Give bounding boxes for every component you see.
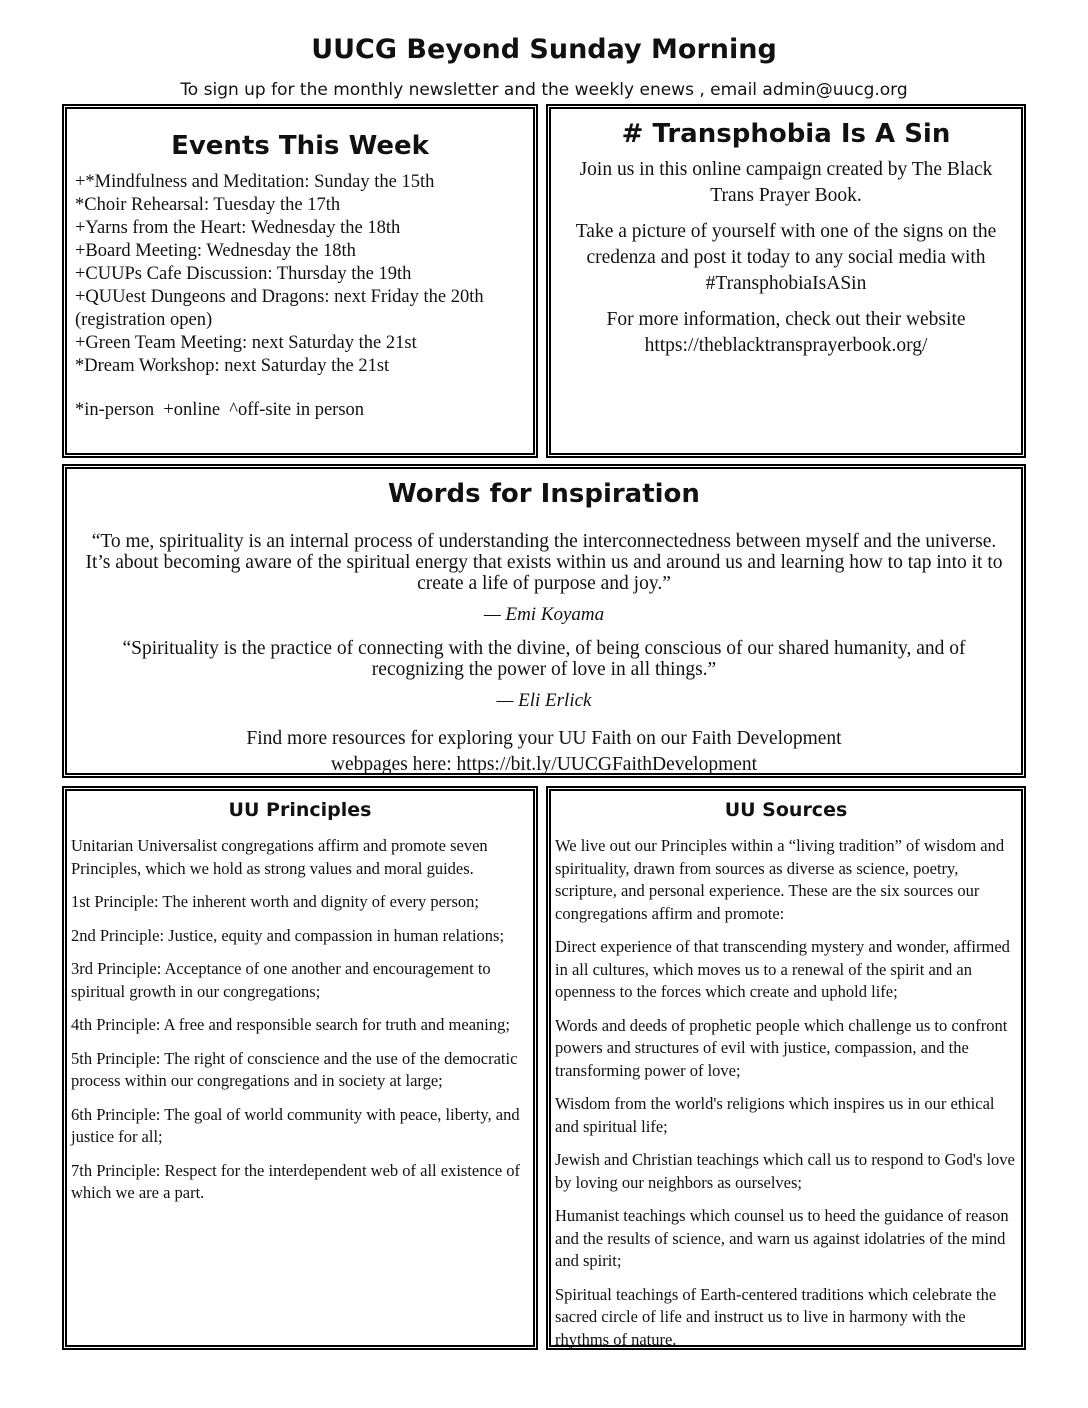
- principle-item: 4th Principle: A free and responsible search for truth and meaning;: [71, 1015, 510, 1034]
- events-box: [62, 104, 538, 458]
- principle-item: 2nd Principle: Justice, equity and compassion in human relations;: [71, 925, 505, 945]
- event-item: *Dream Workshop: next Saturday the 21st: [75, 356, 390, 376]
- source-item: Wisdom from the world's religions which inspires us in our ethical and spiritual life;: [555, 1094, 995, 1136]
- newsletter-signup-note: To sign up for the monthly newsletter and the weekly enews , email admin@uucg.org: [180, 80, 908, 100]
- quote-attribution: — Eli Erlick: [496, 690, 592, 711]
- event-item: +*Mindfulness and Meditation: Sunday the 15th: [75, 172, 435, 192]
- event-item: +Green Team Meeting: next Saturday the 21st: [75, 333, 417, 353]
- inspiration-heading: Words for Inspiration: [388, 479, 700, 509]
- transphobia-instructions: Take a picture of yourself with one of the signs on the credenza and post it today to any social media with #TransphobiaIsASin: [575, 221, 997, 294]
- principle-item: 6th Principle: The goal of world community with peace, liberty, and justice for all;: [71, 1104, 520, 1146]
- principle-item: 7th Principle: Respect for the interdependent web of all existence of which we are a part.: [71, 1160, 521, 1202]
- page-title: UUCG Beyond Sunday Morning: [311, 34, 777, 65]
- principle-item: 1st Principle: The inherent worth and dignity of every person;: [71, 892, 479, 911]
- quote-emi-koyama: “To me, spirituality is an internal process of understanding the interconnectedness between myself and the universe. It’s about becoming aware of the spiritual energy that exists within us and around us and learning how to tap into it to create a life of purpose and joy.”: [85, 531, 1003, 594]
- events-heading: Events This Week: [171, 131, 429, 161]
- principles-box: [62, 786, 538, 1350]
- principle-item: 3rd Principle: Acceptance of one another and encouragement to spiritual growth in our congregations;: [71, 959, 491, 1001]
- event-item: +Yarns from the Heart: Wednesday the 18th: [75, 218, 401, 238]
- source-item: Humanist teachings which counsel us to heed the guidance of reason and the results of science, and warn us against idolatries of the mind and spirit;: [555, 1206, 1009, 1270]
- source-item: Jewish and Christian teachings which call us to respond to God's love by loving our neighbors as ourselves;: [555, 1150, 1015, 1192]
- transphobia-heading: # Transphobia Is A Sin: [621, 119, 951, 149]
- quote-eli-erlick: “Spirituality is the practice of connecting with the divine, of being conscious of our shared humanity, and of recognizing the power of love in all things.”: [122, 638, 966, 680]
- source-item: Words and deeds of prophetic people which challenge us to confront powers and structures of evil with justice, compassion, and the transforming power of love;: [555, 1015, 1008, 1080]
- transphobia-intro: Join us in this online campaign created by The Black Trans Prayer Book.: [579, 159, 993, 206]
- source-item: Spiritual teachings of Earth-centered traditions which celebrate the sacred circle of life and instruct us to live in harmony with the rhythms of nature.: [555, 1284, 997, 1349]
- principles-heading: UU Principles: [228, 799, 372, 821]
- principles-intro: Unitarian Universalist congregations affirm and promote seven Principles, which we hold as strong values and moral guides.: [71, 836, 488, 878]
- transphobia-box: [546, 104, 1026, 458]
- events-list: [75, 171, 525, 378]
- faith-development-resources: Find more resources for exploring your UU Faith on our Faith Development webpages here: https://bit.ly/UUCGFaithDevelopment: [246, 728, 842, 775]
- transphobia-website: For more information, check out their website https://theblacktransprayerbook.org/: [606, 309, 966, 356]
- event-item: +QUUest Dungeons and Dragons: next Friday the 20th (registration open): [75, 287, 484, 330]
- inspiration-box: [62, 464, 1026, 778]
- event-item: +Board Meeting: Wednesday the 18th: [75, 241, 356, 261]
- sources-box: [546, 786, 1026, 1350]
- sources-heading: UU Sources: [724, 799, 848, 821]
- event-item: +CUUPs Cafe Discussion: Thursday the 19th: [75, 264, 412, 284]
- sources-intro: We live out our Principles within a “living tradition” of wisdom and spirituality, drawn from sources as diverse as science, poetry, scripture, and personal experience. These are the six sources our congregations affirm and promote:: [555, 836, 1005, 923]
- principle-item: 5th Principle: The right of conscience and the use of the democratic process within our congregations and in society at large;: [71, 1048, 518, 1090]
- quote-attribution: — Emi Koyama: [483, 604, 605, 625]
- events-legend: *in-person +online ^off-site in person: [75, 400, 365, 420]
- event-item: *Choir Rehearsal: Tuesday the 17th: [75, 195, 341, 215]
- source-item: Direct experience of that transcending mystery and wonder, affirmed in all cultures, which moves us to a renewal of the spirit and an openness to the forces which create and uphold life;: [555, 937, 1010, 1001]
